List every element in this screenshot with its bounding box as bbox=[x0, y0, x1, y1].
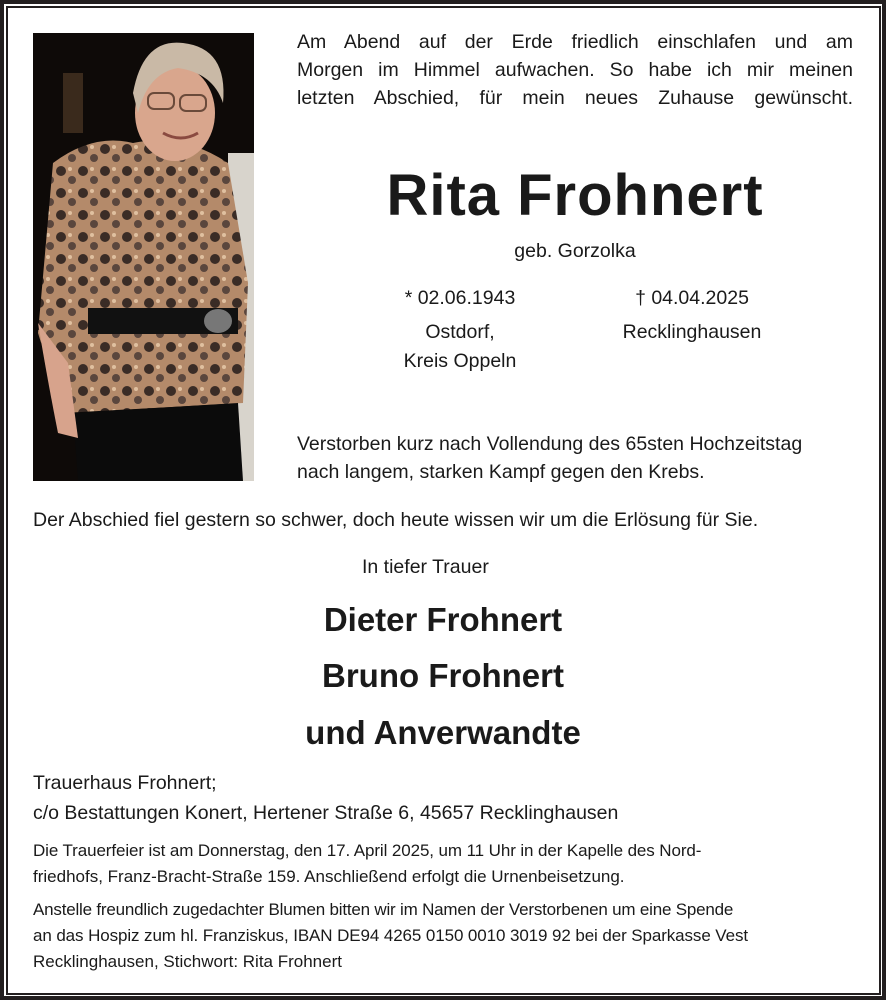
birth-date: * 02.06.1943 bbox=[404, 287, 516, 309]
poem-line: Am Abend auf der Erde friedlich einschlafen und am bbox=[297, 31, 853, 53]
ceremony-line: friedhofs, Franz-Bracht-Straße 159. Anschließend erfolgt die Urnenbeisetzung. bbox=[33, 867, 625, 886]
death-date: † 04.04.2025 bbox=[635, 287, 749, 309]
mourner-name: Dieter Frohnert bbox=[323, 601, 563, 638]
birth-place: Ostdorf, bbox=[425, 321, 495, 343]
address-line: Trauerhaus Frohnert; bbox=[33, 772, 217, 794]
donation-line: Recklinghausen, Stichwort: Rita Frohnert bbox=[33, 952, 342, 971]
maiden-name: geb. Gorzolka bbox=[514, 240, 636, 262]
mourner-name: und Anverwandte bbox=[305, 714, 581, 751]
birth-place-district: Kreis Oppeln bbox=[403, 350, 517, 372]
farewell-text: Der Abschied fiel gestern so schwer, doch heute wissen wir um die Erlösung für Sie. bbox=[33, 509, 759, 531]
death-place: Recklinghausen bbox=[622, 321, 762, 343]
donation-line: an das Hospiz zum hl. Franziskus, IBAN DE94 4265 0150 0010 3019 92 bei der Sparkasse Vest bbox=[33, 926, 748, 945]
ceremony-line: Die Trauerfeier ist am Donnerstag, den 17. April 2025, um 11 Uhr in der Kapelle des Nord- bbox=[33, 841, 702, 860]
note-line: nach langem, starken Kampf gegen den Krebs. bbox=[297, 461, 705, 483]
poem-line: letzten Abschied, für mein neues Zuhause gewünscht. bbox=[297, 87, 853, 109]
address-line: c/o Bestattungen Konert, Hertener Straße 6, 45657 Recklinghausen bbox=[33, 802, 619, 824]
poem-line: Morgen im Himmel aufwachen. So habe ich mir meinen bbox=[297, 59, 853, 81]
mourning-intro: In tiefer Trauer bbox=[362, 556, 489, 578]
mourner-name: Bruno Frohnert bbox=[322, 657, 564, 694]
deceased-name: Rita Frohnert bbox=[386, 163, 764, 228]
poem-text bbox=[297, 28, 853, 112]
note-line: Verstorben kurz nach Vollendung des 65sten Hochzeitstag bbox=[297, 433, 803, 455]
donation-line: Anstelle freundlich zugedachter Blumen bitten wir im Namen der Verstorbenen um eine Spende bbox=[33, 900, 734, 919]
portrait-photo bbox=[33, 33, 254, 481]
